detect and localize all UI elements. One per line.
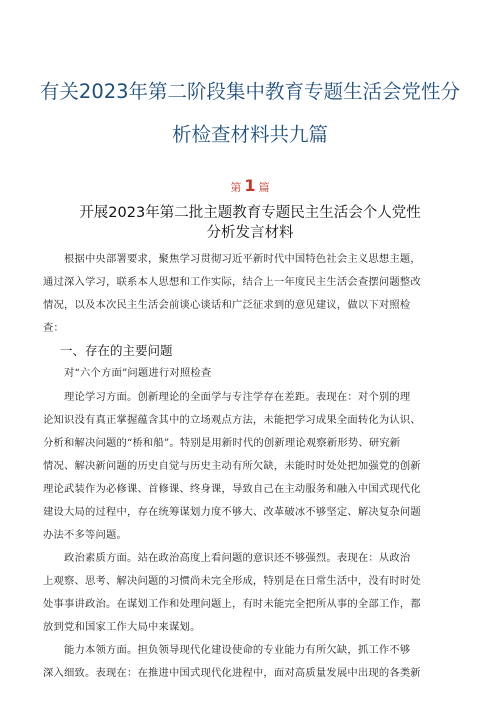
body-line: 放到党和国家工作大局中来谋划。 (43, 621, 201, 633)
body-line: 情况，以及本次民主生活会前谈心谈话和广泛征求到的意见建议，做以下对照检 (43, 299, 411, 311)
body-line: 理论武装作为必修课、首修课、终身课，导致自己在主动服务和融入中国式现代化 (43, 483, 421, 495)
body-line: 深入细致。表现在：在推进中国式现代化进程中，面对高质量发展中出现的各类新 (43, 667, 421, 679)
body-line: 对“六个方面”问题进行对照检查 (43, 367, 212, 379)
part-suffix: 篇 (258, 181, 270, 194)
body-line: 能力本领方面。担负领导现代化建设使命的专业能力有所欠缺，抓工作不够 (43, 644, 411, 656)
body-line: 通过深入学习，联系本人思想和工作实际，结合上一年度民主生活会查摆问题整改 (43, 276, 421, 288)
body-line: 查： (43, 322, 64, 334)
body-line: 论知识没有真正掌握蕴含其中的立场观点方法，未能把学习成果全面转化为认识、 (43, 414, 421, 426)
section-title-line-1: 开展2023年第二批主题教育专题民主生活会个人党性 (79, 205, 421, 221)
document-title-line-2: 析检查材料共九篇 (171, 123, 328, 146)
body-line: 政治素质方面。站在政治高度上看问题的意识还不够强烈。表现在：从政治 (43, 552, 411, 564)
body-line: 情况、解决新问题的历史自觉与历史主动有所欠缺，未能时时处处把加强党的创新 (43, 460, 421, 472)
document-title-line-1: 有关2023年第二阶段集中教育专题生活会党性分 (39, 80, 461, 103)
body-line: 理论学习方面。创新理论的全面学与专注学存在差距。表现在：对个别的理 (43, 391, 411, 403)
body-line: 分析和解决问题的“桥和船”。特别是用新时代的创新理论观察新形势、研究新 (43, 437, 401, 449)
body-line: 上观察、思考、解决问题的习惯尚未完全形成，特别是在日常生活中，没有时时处 (43, 575, 421, 587)
part-label (0, 176, 500, 195)
part-number: 1 (244, 176, 256, 195)
part-prefix: 第 (230, 181, 242, 194)
section-heading: 一、存在的主要问题 (60, 343, 173, 358)
body-line: 根据中央部署要求，聚焦学习贯彻习近平新时代中国特色社会主义思想主题， (43, 253, 421, 265)
body-line: 建设大局的过程中，存在统筹谋划力度不够大、改革破冰不够坚定、解决复杂问题 (43, 506, 421, 518)
body-line: 处事事讲政治。在谋划工作和处理问题上，有时未能完全把所从事的全部工作，都 (43, 598, 421, 610)
body-line: 办法不多等问题。 (43, 529, 127, 541)
section-title-line-2: 分析发言材料 (206, 225, 294, 241)
